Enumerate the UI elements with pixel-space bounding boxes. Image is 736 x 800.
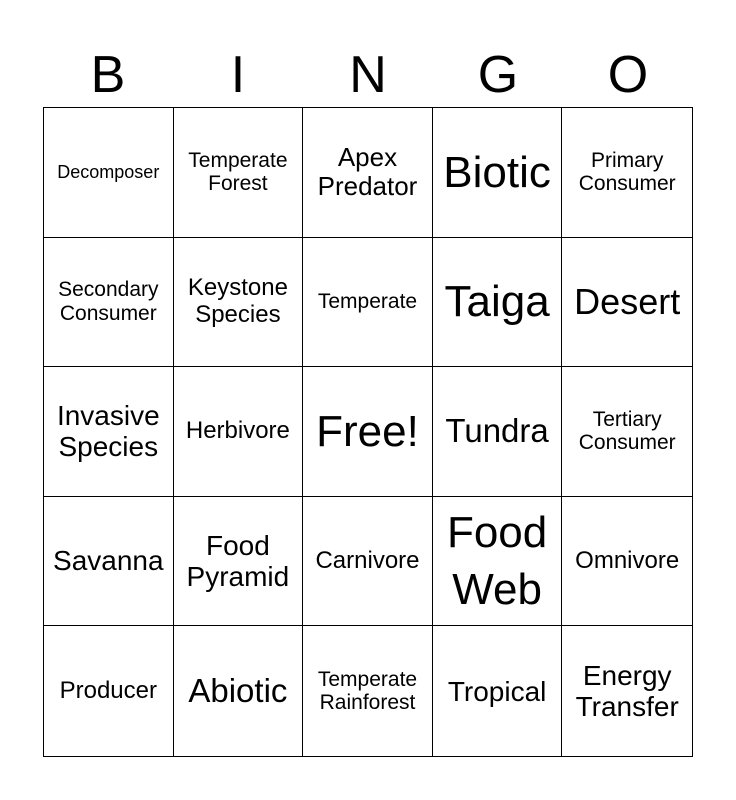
bingo-cell[interactable] [44, 108, 174, 238]
bingo-cell[interactable] [562, 626, 692, 756]
bingo-cell[interactable] [433, 238, 563, 368]
bingo-cell[interactable] [433, 108, 563, 238]
cell-label: Secondary Consumer [58, 278, 159, 325]
bingo-cell[interactable] [174, 238, 304, 368]
cell-label: Tropical [447, 675, 547, 707]
bingo-cell[interactable] [562, 108, 692, 238]
bingo-cell[interactable] [303, 108, 433, 238]
cell-label: Abiotic [188, 671, 288, 709]
cell-label: Desert [574, 280, 681, 322]
cell-label: Temperate Rainforest [317, 667, 418, 715]
bingo-cell[interactable] [303, 626, 433, 756]
cell-label: Food Pyramid [186, 529, 290, 593]
cell-label: Savanna [53, 545, 164, 577]
bingo-cell[interactable] [562, 497, 692, 627]
bingo-cell[interactable] [303, 367, 433, 497]
cell-label: Tundra [445, 412, 549, 450]
cell-label: Invasive Species [56, 400, 160, 463]
header-letter-o: O [607, 46, 649, 104]
header-letter-n: N [349, 46, 387, 104]
cell-label: Herbivore [185, 417, 290, 445]
bingo-cell[interactable] [44, 626, 174, 756]
cell-label: Free! [316, 406, 419, 456]
cell-label: Keystone Species [187, 274, 288, 328]
bingo-board [43, 107, 693, 757]
cell-label: Omnivore [575, 546, 680, 574]
bingo-cell[interactable] [303, 238, 433, 368]
cell-label: Temperate [317, 290, 418, 314]
cell-label: Decomposer [57, 162, 160, 183]
bingo-cell[interactable] [433, 367, 563, 497]
cell-label: Temperate Forest [188, 148, 288, 196]
cell-label: Food Web [446, 507, 548, 615]
bingo-cell[interactable] [562, 238, 692, 368]
cell-label: Carnivore [315, 546, 420, 574]
cell-label: Taiga [444, 277, 550, 327]
bingo-cell[interactable] [174, 497, 304, 627]
bingo-cell[interactable] [174, 108, 304, 238]
bingo-header [43, 40, 693, 108]
header-letter-b: B [90, 46, 126, 104]
header-letter-g: G [477, 46, 519, 104]
cell-label: Apex Predator [317, 142, 418, 202]
header-letter-i: I [230, 46, 246, 104]
bingo-cell[interactable] [174, 626, 304, 756]
bingo-cell[interactable] [433, 626, 563, 756]
bingo-cell[interactable] [44, 238, 174, 368]
bingo-cell[interactable] [44, 497, 174, 627]
bingo-cell[interactable] [433, 497, 563, 627]
bingo-cell[interactable] [44, 367, 174, 497]
cell-label: Biotic [443, 147, 551, 197]
bingo-cell[interactable] [303, 497, 433, 627]
bingo-cell[interactable] [562, 367, 692, 497]
bingo-cell[interactable] [174, 367, 304, 497]
cell-label: Energy Transfer [575, 659, 679, 723]
cell-label: Producer [59, 676, 157, 704]
cell-label: Tertiary Consumer [578, 407, 676, 455]
cell-label: Primary Consumer [578, 148, 676, 196]
